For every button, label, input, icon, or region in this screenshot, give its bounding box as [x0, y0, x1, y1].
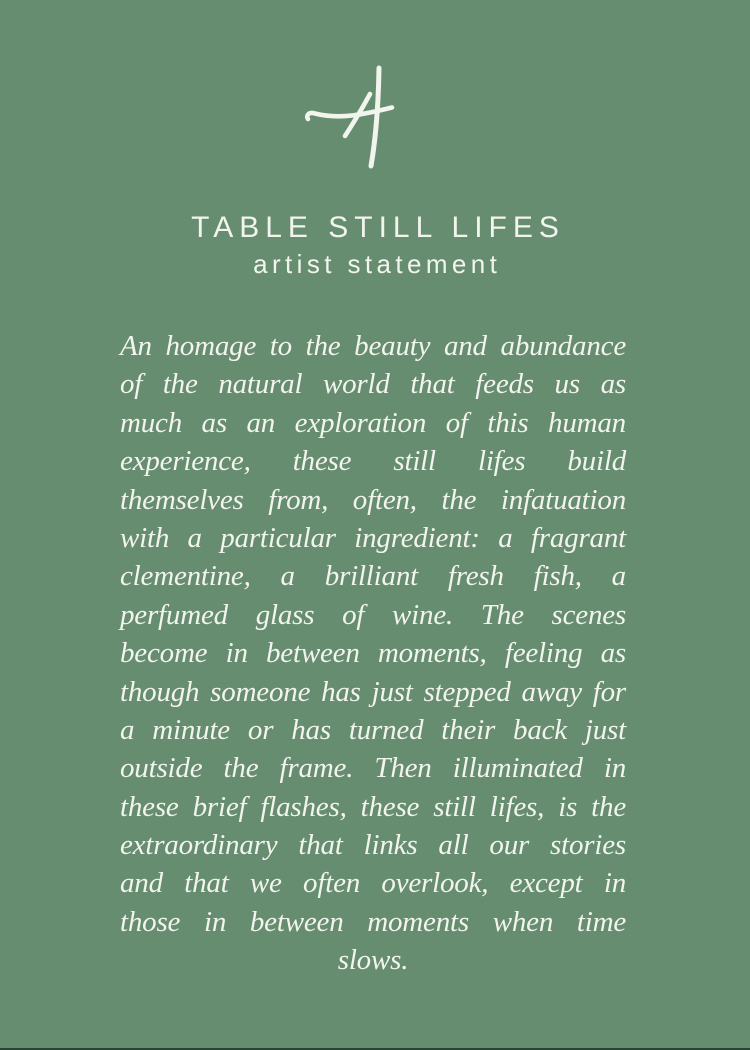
artist-statement-paragraph [120, 327, 626, 980]
statement-line: of the natural world that feeds us as [120, 368, 626, 401]
letter-a-icon [288, 56, 420, 178]
handwritten-letter-a-monogram [288, 56, 420, 178]
statement-line: perfumed glass of wine. The scenes [120, 598, 626, 631]
statement-line: much as an exploration of this human [120, 406, 626, 439]
page-subtitle: artist statement [253, 249, 502, 279]
statement-line: those in between moments when time [120, 905, 626, 938]
statement-line-last: slows. [337, 944, 409, 977]
statement-line: extraordinary that links all our stories [120, 829, 626, 862]
statement-line: a minute or has turned their back just [120, 713, 626, 746]
statement-line: clementine, a brilliant fresh fish, a [120, 560, 626, 593]
page-title: TABLE STILL LIFES [191, 211, 565, 244]
statement-line: themselves from, often, the infatuation [120, 483, 626, 516]
statement-line: outside the frame. Then illuminated in [120, 752, 626, 785]
statement-line: though someone has just stepped away for [120, 675, 626, 708]
statement-line: experience, these still lifes build [120, 445, 626, 478]
statement-line: become in between moments, feeling as [120, 637, 626, 670]
statement-line: and that we often overlook, except in [120, 867, 626, 900]
statement-line: An homage to the beauty and abundance [120, 330, 626, 362]
statement-line: these brief flashes, these still lifes, is the [120, 790, 626, 823]
statement-line: with a particular ingredient: a fragrant [120, 521, 626, 554]
